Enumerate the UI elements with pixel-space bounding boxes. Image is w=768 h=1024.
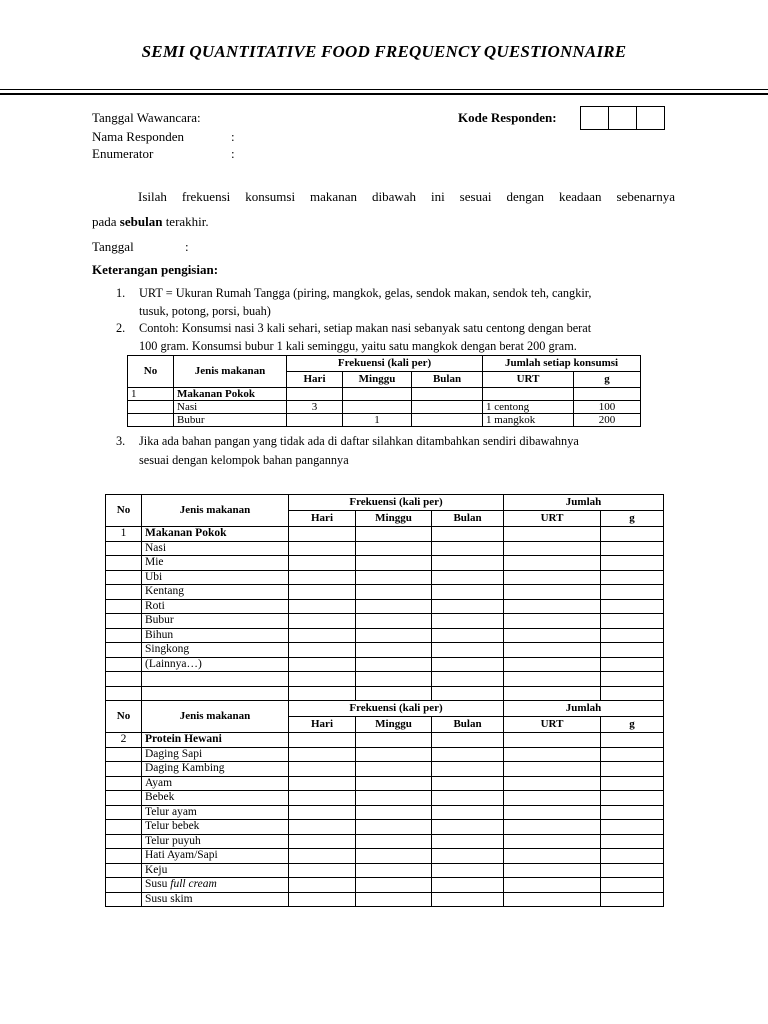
- cell-g[interactable]: [601, 805, 664, 820]
- col-urt: URT: [504, 511, 601, 527]
- cell-bulan[interactable]: [432, 892, 504, 907]
- cell-hari[interactable]: [289, 776, 356, 791]
- cell-hari[interactable]: [289, 541, 356, 556]
- cell-no: 1: [128, 388, 174, 401]
- cell-g[interactable]: [601, 657, 664, 672]
- cell-urt[interactable]: [504, 776, 601, 791]
- cell-g: 100: [574, 401, 641, 414]
- cell-bulan[interactable]: [432, 628, 504, 643]
- col-frekuensi: Frekuensi (kali per): [289, 495, 504, 511]
- cell-urt[interactable]: [504, 820, 601, 835]
- cell-jenis: Susu skim: [142, 892, 289, 907]
- table-row: [106, 863, 664, 878]
- cell-minggu[interactable]: [356, 747, 432, 762]
- cell-urt[interactable]: [504, 657, 601, 672]
- cell-minggu[interactable]: [356, 863, 432, 878]
- cell-hari[interactable]: [289, 686, 356, 701]
- cell-no: [106, 776, 142, 791]
- cell-bulan[interactable]: [432, 599, 504, 614]
- cell-urt[interactable]: [504, 599, 601, 614]
- cell-hari[interactable]: [289, 570, 356, 585]
- col-jumlah: Jumlah setiap konsumsi: [483, 356, 641, 372]
- cell-urt[interactable]: [504, 686, 601, 701]
- cell-hari[interactable]: [289, 834, 356, 849]
- category-row: [106, 733, 664, 748]
- cell-no: [106, 849, 142, 864]
- enumerator-label: Enumerator: [92, 146, 154, 161]
- col-hari: Hari: [289, 717, 356, 733]
- table-row: [106, 762, 664, 777]
- cell-no: [128, 401, 174, 414]
- table-row: [128, 388, 641, 401]
- cell-urt[interactable]: [504, 733, 601, 748]
- cell-jenis: Bebek: [142, 791, 289, 806]
- cell-bulan[interactable]: [432, 672, 504, 687]
- cell-category: Makanan Pokok: [142, 527, 289, 542]
- cell-hari[interactable]: [289, 863, 356, 878]
- col-no: No: [106, 495, 142, 527]
- cell-g[interactable]: [601, 776, 664, 791]
- cell-bulan[interactable]: [432, 614, 504, 629]
- cell-minggu[interactable]: [356, 849, 432, 864]
- table-row: [106, 834, 664, 849]
- cell-hari[interactable]: [289, 878, 356, 893]
- kode-box-3[interactable]: [637, 107, 664, 129]
- cell-hari[interactable]: [289, 614, 356, 629]
- tanggal-colon: :: [185, 239, 189, 254]
- cell-no: [106, 599, 142, 614]
- kode-responden-label: Kode Responden:: [458, 110, 557, 125]
- table-row: [106, 657, 664, 672]
- cell-g[interactable]: [601, 747, 664, 762]
- cell-g[interactable]: [601, 878, 664, 893]
- col-jenis: Jenis makanan: [142, 495, 289, 527]
- cell-g[interactable]: [601, 849, 664, 864]
- cell-bulan[interactable]: [432, 776, 504, 791]
- col-g: g: [601, 511, 664, 527]
- cell-urt[interactable]: [504, 892, 601, 907]
- cell-g[interactable]: [601, 762, 664, 777]
- cell-g[interactable]: [601, 585, 664, 600]
- cell-urt: 1 mangkok: [483, 414, 574, 427]
- cell-bulan[interactable]: [432, 805, 504, 820]
- cell-urt[interactable]: [504, 834, 601, 849]
- cell-bulan: [412, 388, 483, 401]
- cell-no: [106, 747, 142, 762]
- cell-bulan[interactable]: [432, 527, 504, 542]
- cell-no: [106, 570, 142, 585]
- cell-jenis: Ubi: [142, 570, 289, 585]
- cell-hari[interactable]: [289, 672, 356, 687]
- cell-no: [106, 834, 142, 849]
- nama-responden-colon: :: [231, 129, 235, 144]
- col-minggu: Minggu: [356, 717, 432, 733]
- cell-jenis: [142, 672, 289, 687]
- col-hari: Hari: [289, 511, 356, 527]
- cell-urt[interactable]: [504, 585, 601, 600]
- cell-urt[interactable]: [504, 762, 601, 777]
- cell-jenis: Roti: [142, 599, 289, 614]
- cell-jenis: Mie: [142, 556, 289, 571]
- cell-minggu[interactable]: [356, 834, 432, 849]
- cell-bulan[interactable]: [432, 686, 504, 701]
- cell-bulan[interactable]: [432, 570, 504, 585]
- cell-urt[interactable]: [504, 628, 601, 643]
- cell-minggu: [343, 401, 412, 414]
- cell-minggu[interactable]: [356, 762, 432, 777]
- cell-jenis: (Lainnya…): [142, 657, 289, 672]
- item-text: tusuk, potong, porsi, buah): [139, 304, 271, 318]
- cell-urt: [483, 388, 574, 401]
- item-text: Jika ada bahan pangan yang tidak ada di daftar silahkan ditambahkan sendiri dibawahnya: [139, 434, 579, 448]
- cell-urt[interactable]: [504, 849, 601, 864]
- cell-minggu[interactable]: [356, 628, 432, 643]
- table-row: [106, 776, 664, 791]
- table-row: [106, 556, 664, 571]
- table-row: [106, 747, 664, 762]
- cell-urt[interactable]: [504, 791, 601, 806]
- cell-hari[interactable]: [289, 805, 356, 820]
- table-row: [106, 805, 664, 820]
- item-text: sesuai dengan kelompok bahan pangannya: [139, 453, 349, 467]
- cell-g[interactable]: [601, 892, 664, 907]
- cell-bulan[interactable]: [432, 643, 504, 658]
- cell-bulan: [412, 414, 483, 427]
- title-rule-thin: [0, 89, 768, 90]
- cell-bulan[interactable]: [432, 657, 504, 672]
- col-urt: URT: [483, 372, 574, 388]
- cell-bulan[interactable]: [432, 733, 504, 748]
- keterangan-heading: Keterangan pengisian:: [92, 262, 219, 277]
- cell-bulan[interactable]: [432, 863, 504, 878]
- cell-urt[interactable]: [504, 570, 601, 585]
- cell-g[interactable]: [601, 527, 664, 542]
- cell-g[interactable]: [601, 834, 664, 849]
- category-row: [106, 527, 664, 542]
- intro-line-2: [92, 214, 209, 230]
- cell-minggu[interactable]: [356, 570, 432, 585]
- cell-no: [106, 672, 142, 687]
- cell-hari[interactable]: [289, 556, 356, 571]
- cell-urt[interactable]: [504, 672, 601, 687]
- cell-minggu[interactable]: [356, 556, 432, 571]
- cell-jenis: Telur ayam: [142, 805, 289, 820]
- cell-jenis: Bubur: [174, 414, 287, 427]
- cell-no: [106, 863, 142, 878]
- enumerator-colon: :: [231, 146, 235, 161]
- example-table: [127, 355, 641, 427]
- tanggal-label: Tanggal: [92, 239, 134, 254]
- cell-no: 2: [106, 733, 142, 748]
- cell-no: [106, 762, 142, 777]
- cell-jenis: Nasi: [142, 541, 289, 556]
- col-bulan: Bulan: [412, 372, 483, 388]
- cell-urt: 1 centong: [483, 401, 574, 414]
- table-row: [106, 878, 664, 893]
- cell-g[interactable]: [601, 628, 664, 643]
- cell-hari[interactable]: [289, 628, 356, 643]
- cell-urt[interactable]: [504, 527, 601, 542]
- cell-jenis: Singkong: [142, 643, 289, 658]
- cell-no: [106, 614, 142, 629]
- cell-minggu[interactable]: [356, 585, 432, 600]
- cell-minggu[interactable]: [356, 686, 432, 701]
- cell-category: Makanan Pokok: [174, 388, 287, 401]
- cell-urt[interactable]: [504, 747, 601, 762]
- col-urt: URT: [504, 717, 601, 733]
- cell-hari[interactable]: [289, 747, 356, 762]
- cell-bulan[interactable]: [432, 834, 504, 849]
- kode-responden-boxes[interactable]: [580, 106, 665, 130]
- table-row: [106, 686, 664, 701]
- cell-no: [106, 686, 142, 701]
- cell-jenis: Daging Kambing: [142, 762, 289, 777]
- cell-jenis: [142, 686, 289, 701]
- table-row: [106, 541, 664, 556]
- cell-bulan[interactable]: [432, 849, 504, 864]
- cell-g[interactable]: [601, 643, 664, 658]
- cell-minggu[interactable]: [356, 892, 432, 907]
- cell-urt[interactable]: [504, 614, 601, 629]
- table-row: [106, 643, 664, 658]
- col-minggu: Minggu: [356, 511, 432, 527]
- table-row: [106, 570, 664, 585]
- cell-g[interactable]: [601, 614, 664, 629]
- col-bulan: Bulan: [432, 511, 504, 527]
- item-text: 100 gram. Konsumsi bubur 1 kali seminggu, yaitu satu mangkok dengan berat 200 gram.: [139, 339, 577, 353]
- table-row: [128, 401, 641, 414]
- cell-no: [106, 628, 142, 643]
- cell-urt[interactable]: [504, 878, 601, 893]
- item-number: 3.: [116, 434, 126, 448]
- col-no: No: [106, 701, 142, 733]
- cell-no: [106, 820, 142, 835]
- cell-jenis: Keju: [142, 863, 289, 878]
- nama-responden-label: Nama Responden: [92, 129, 185, 144]
- table-row: [128, 414, 641, 427]
- cell-urt[interactable]: [504, 643, 601, 658]
- cell-no: [106, 657, 142, 672]
- cell-g[interactable]: [601, 791, 664, 806]
- cell-hari[interactable]: [289, 643, 356, 658]
- cell-minggu[interactable]: [356, 599, 432, 614]
- tanggal-wawancara-label: Tanggal Wawancara:: [92, 110, 201, 125]
- cell-g: [574, 388, 641, 401]
- cell-hari: 3: [287, 401, 343, 414]
- cell-bulan[interactable]: [432, 878, 504, 893]
- cell-urt[interactable]: [504, 863, 601, 878]
- cell-no: [106, 892, 142, 907]
- document-title: SEMI QUANTITATIVE FOOD FREQUENCY QUESTIONNAIRE: [141, 42, 627, 61]
- cell-g[interactable]: [601, 686, 664, 701]
- col-frekuensi: Frekuensi (kali per): [287, 356, 483, 372]
- table-row: [106, 791, 664, 806]
- cell-no: 1: [106, 527, 142, 542]
- cell-jenis: Telur bebek: [142, 820, 289, 835]
- cell-hari[interactable]: [289, 762, 356, 777]
- cell-minggu[interactable]: [356, 657, 432, 672]
- cell-category: Protein Hewani: [142, 733, 289, 748]
- kode-box-1[interactable]: [581, 107, 609, 129]
- intro-text-a: pada: [92, 214, 120, 229]
- col-jumlah: Jumlah: [504, 495, 664, 511]
- cell-g[interactable]: [601, 863, 664, 878]
- col-jenis: Jenis makanan: [142, 701, 289, 733]
- table-row: [106, 585, 664, 600]
- intro-text-c: terakhir.: [162, 214, 209, 229]
- col-jumlah: Jumlah: [504, 701, 664, 717]
- cell-jenis: Kentang: [142, 585, 289, 600]
- cell-g[interactable]: [601, 599, 664, 614]
- col-no: No: [128, 356, 174, 388]
- cell-no: [128, 414, 174, 427]
- cell-g: 200: [574, 414, 641, 427]
- cell-bulan[interactable]: [432, 556, 504, 571]
- cell-bulan[interactable]: [432, 585, 504, 600]
- cell-g[interactable]: [601, 733, 664, 748]
- col-bulan: Bulan: [432, 717, 504, 733]
- cell-urt[interactable]: [504, 541, 601, 556]
- cell-no: [106, 556, 142, 571]
- cell-jenis: Bihun: [142, 628, 289, 643]
- cell-hari[interactable]: [289, 527, 356, 542]
- cell-hari: [287, 414, 343, 427]
- cell-hari[interactable]: [289, 820, 356, 835]
- cell-hari: [287, 388, 343, 401]
- col-minggu: Minggu: [343, 372, 412, 388]
- item-text: Contoh: Konsumsi nasi 3 kali sehari, setiap makan nasi sebanyak satu centong dengan berat: [139, 321, 592, 335]
- cell-minggu[interactable]: [356, 672, 432, 687]
- table-row: [106, 614, 664, 629]
- cell-g[interactable]: [601, 556, 664, 571]
- cell-hari[interactable]: [289, 657, 356, 672]
- cell-minggu[interactable]: [356, 733, 432, 748]
- cell-minggu[interactable]: [356, 878, 432, 893]
- table-row: [106, 672, 664, 687]
- cell-g[interactable]: [601, 541, 664, 556]
- col-hari: Hari: [287, 372, 343, 388]
- cell-bulan[interactable]: [432, 541, 504, 556]
- cell-jenis: Telur puyuh: [142, 834, 289, 849]
- cell-urt[interactable]: [504, 556, 601, 571]
- cell-g[interactable]: [601, 820, 664, 835]
- cell-minggu[interactable]: [356, 805, 432, 820]
- food-frequency-table: [105, 494, 664, 907]
- cell-bulan[interactable]: [432, 747, 504, 762]
- cell-no: [106, 585, 142, 600]
- cell-minggu: [343, 388, 412, 401]
- cell-minggu[interactable]: [356, 614, 432, 629]
- cell-hari[interactable]: [289, 849, 356, 864]
- cell-minggu[interactable]: [356, 791, 432, 806]
- cell-minggu[interactable]: [356, 643, 432, 658]
- cell-no: [106, 791, 142, 806]
- title-rule-thick: [0, 93, 768, 95]
- cell-no: [106, 643, 142, 658]
- cell-jenis: Susu full cream: [142, 878, 289, 893]
- intro-line-1: Isilah frekuensi konsumsi makanan dibawah ini sesuai dengan keadaan sebenarnya: [138, 189, 675, 204]
- cell-bulan[interactable]: [432, 820, 504, 835]
- table-row: [106, 849, 664, 864]
- col-g: g: [601, 717, 664, 733]
- cell-no: [106, 805, 142, 820]
- table-row: [106, 628, 664, 643]
- cell-minggu[interactable]: [356, 527, 432, 542]
- table-row: [106, 892, 664, 907]
- table-row: [106, 599, 664, 614]
- cell-jenis: Bubur: [142, 614, 289, 629]
- col-jenis: Jenis makanan: [174, 356, 287, 388]
- cell-jenis: Nasi: [174, 401, 287, 414]
- cell-bulan[interactable]: [432, 762, 504, 777]
- table-row: [106, 820, 664, 835]
- cell-hari[interactable]: [289, 892, 356, 907]
- cell-minggu[interactable]: [356, 820, 432, 835]
- item-text: URT = Ukuran Rumah Tangga (piring, mangkok, gelas, sendok makan, sendok teh, cangkir,: [139, 286, 592, 300]
- cell-hari[interactable]: [289, 585, 356, 600]
- cell-g[interactable]: [601, 672, 664, 687]
- cell-jenis: Ayam: [142, 776, 289, 791]
- italic-text: full cream: [170, 878, 217, 890]
- cell-hari[interactable]: [289, 791, 356, 806]
- cell-hari[interactable]: [289, 733, 356, 748]
- cell-g[interactable]: [601, 570, 664, 585]
- cell-minggu[interactable]: [356, 541, 432, 556]
- cell-bulan: [412, 401, 483, 414]
- cell-hari[interactable]: [289, 599, 356, 614]
- intro-text-bold: sebulan: [119, 214, 163, 229]
- item-number: 2.: [116, 321, 126, 335]
- col-g: g: [574, 372, 641, 388]
- cell-no: [106, 878, 142, 893]
- cell-minggu: 1: [343, 414, 412, 427]
- cell-jenis: Hati Ayam/Sapi: [142, 849, 289, 864]
- cell-urt[interactable]: [504, 805, 601, 820]
- cell-bulan[interactable]: [432, 791, 504, 806]
- kode-box-2[interactable]: [609, 107, 637, 129]
- cell-no: [106, 541, 142, 556]
- col-frekuensi: Frekuensi (kali per): [289, 701, 504, 717]
- cell-minggu[interactable]: [356, 776, 432, 791]
- cell-jenis: Daging Sapi: [142, 747, 289, 762]
- item-number: 1.: [116, 286, 126, 300]
